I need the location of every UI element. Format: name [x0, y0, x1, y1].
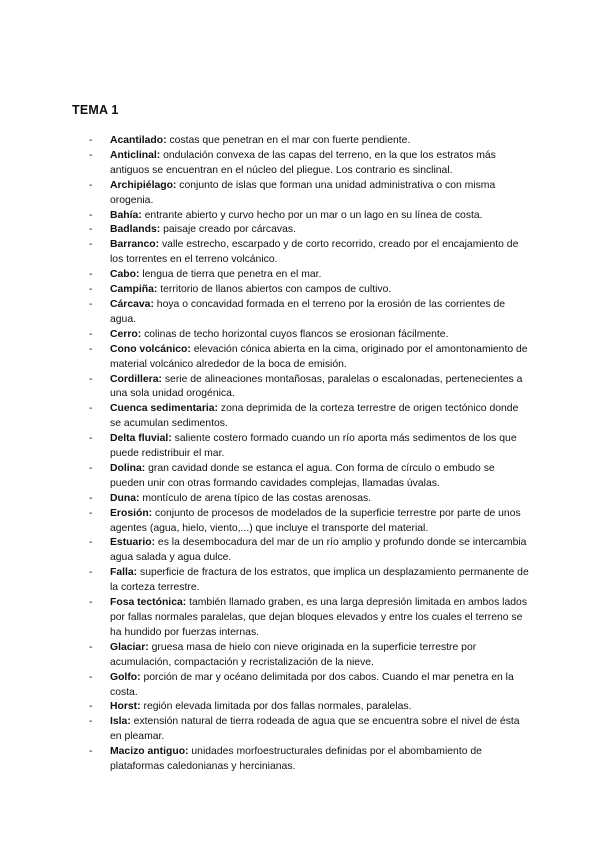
- glossary-definition: entrante abierto y curvo hecho por un mar o un lago en su línea de costa.: [141, 209, 483, 221]
- glossary-definition: es la desembocadura del mar de un río amplio y profundo donde se intercambia agua salada y agua dulce.: [110, 537, 527, 564]
- glossary-item: [89, 566, 529, 596]
- glossary-definition: región elevada limitada por dos fallas normales, paralelas.: [140, 701, 412, 713]
- bullet-dash: -: [89, 328, 93, 340]
- bullet-dash: -: [89, 298, 93, 310]
- glossary-term: Acantilado:: [110, 135, 167, 146]
- glossary-definition: paisaje creado por cárcavas.: [160, 224, 296, 236]
- glossary-definition: valle estrecho, escarpado y de corto recorrido, creado por el encajamiento de los torrentes en el terreno volcánico.: [110, 239, 519, 266]
- glossary-definition: costas que penetran en el mar con fuerte pendiente.: [166, 135, 411, 146]
- bullet-dash: -: [89, 701, 93, 713]
- glossary-definition: ondulación convexa de las capas del terreno, en la que los estratos más antiguos se encuentran en el núcleo del pliegue. Los contrario es sinclinal.: [110, 149, 496, 176]
- glossary-term: Archipiélago:: [110, 179, 177, 191]
- bullet-dash: -: [89, 507, 93, 519]
- glossary-term: Estuario:: [110, 537, 156, 549]
- glossary-definition: hoya o concavidad formada en el terreno por la erosión de las corrientes de agua.: [110, 298, 506, 325]
- glossary-definition: también llamado graben, es una larga depresión limitada en ambos lados por fallas normales paralelas, que dejan bloques elevados y entre los cuales el terreno se ha hundido por fuerzas internas.: [110, 597, 528, 638]
- glossary-term: Macizo antiguo:: [110, 746, 189, 758]
- glossary-term: Horst:: [110, 701, 141, 713]
- glossary-item: [89, 298, 529, 328]
- bullet-dash: -: [89, 239, 93, 251]
- bullet-dash: -: [89, 209, 93, 221]
- glossary-term: Falla:: [110, 567, 138, 579]
- glossary-definition: colinas de techo horizontal cuyos flancos se erosionan fácilmente.: [141, 328, 449, 340]
- glossary-term: Cono volcánico:: [110, 343, 191, 355]
- glossary-term: Cárcava:: [110, 298, 154, 310]
- glossary-definition: superficie de fractura de los estratos, que implica un desplazamiento permanente de la corteza terrestre.: [110, 567, 529, 594]
- glossary-item: [89, 671, 529, 701]
- glossary-item: [89, 209, 529, 224]
- glossary-item: [89, 700, 529, 715]
- glossary-item: [89, 268, 529, 283]
- bullet-dash: -: [89, 179, 93, 191]
- glossary-term: Golfo:: [110, 671, 141, 683]
- glossary-definition: territorio de llanos abiertos con campos de cultivo.: [157, 284, 392, 296]
- glossary-definition: unidades morfoestructurales definidas por el abombamiento de plataformas caledonianas y hercinianas.: [110, 746, 482, 773]
- glossary-term: Bahía:: [110, 209, 142, 221]
- glossary-item: [89, 343, 529, 373]
- glossary-term: Glaciar:: [110, 641, 149, 653]
- glossary-item: [89, 596, 529, 641]
- glossary-definition: elevación cónica abierta en la cima, originado por el amontonamiento de material volcánico alrededor de la boca de emisión.: [110, 343, 528, 370]
- glossary-item: [89, 402, 529, 432]
- bullet-dash: -: [89, 716, 93, 728]
- glossary-term: Dolina:: [110, 462, 146, 474]
- glossary-term: Anticlinal:: [110, 149, 161, 161]
- bullet-dash: -: [89, 433, 93, 445]
- glossary-definition: zona deprimida de la corteza terrestre de origen tectónico donde se acumulan sedimentos.: [110, 403, 519, 430]
- glossary-item: [89, 223, 529, 238]
- page-title: TEMA 1: [72, 103, 119, 117]
- glossary-definition: serie de alineaciones montañosas, paralelas o escalonadas, pertenecientes a una sola unidad orogénica.: [110, 373, 523, 400]
- glossary-item: [89, 238, 529, 268]
- glossary-term: Erosión:: [110, 507, 153, 519]
- glossary-definition: extensión natural de tierra rodeada de agua que se encuentra sobre el nivel de ésta en pleamar.: [110, 716, 520, 743]
- bullet-dash: -: [89, 462, 93, 474]
- bullet-dash: -: [89, 492, 93, 504]
- bullet-dash: -: [89, 403, 93, 415]
- bullet-dash: -: [89, 135, 93, 146]
- bullet-dash: -: [89, 224, 93, 236]
- bullet-dash: -: [89, 641, 93, 653]
- glossary-term: Isla:: [110, 716, 131, 728]
- glossary-definition: lengua de tierra que penetra en el mar.: [139, 269, 322, 281]
- glossary-definition: montículo de arena típico de las costas arenosas.: [139, 492, 372, 504]
- glossary-list: [89, 134, 529, 775]
- bullet-dash: -: [89, 537, 93, 549]
- glossary-item: [89, 462, 529, 492]
- bullet-dash: -: [89, 149, 93, 161]
- glossary-item: [89, 432, 529, 462]
- glossary-item: [89, 641, 529, 671]
- bullet-dash: -: [89, 597, 93, 609]
- glossary-item: [89, 134, 529, 149]
- glossary-term: Cerro:: [110, 328, 142, 340]
- glossary-term: Cordillera:: [110, 373, 162, 385]
- glossary-term: Campiña:: [110, 284, 158, 296]
- glossary-definition: gran cavidad donde se estanca el agua. Con forma de círculo o embudo se pueden unir con otras formando cavidades complejas, llamadas úvalas.: [110, 462, 495, 489]
- glossary-item: [89, 715, 529, 745]
- glossary-item: [89, 283, 529, 298]
- glossary-term: Delta fluvial:: [110, 433, 172, 445]
- bullet-dash: -: [89, 373, 93, 385]
- glossary-term: Barranco:: [110, 239, 160, 251]
- glossary-item: [89, 492, 529, 507]
- glossary-term: Badlands:: [110, 224, 161, 236]
- bullet-dash: -: [89, 343, 93, 355]
- glossary-item: [89, 536, 529, 566]
- bullet-dash: -: [89, 269, 93, 281]
- glossary-definition: conjunto de procesos de modelados de la superficie terrestre por parte de unos agentes (agua, hielo, viento,...) que incluye el transporte del material.: [110, 507, 521, 534]
- bullet-dash: -: [89, 284, 93, 296]
- glossary-definition: gruesa masa de hielo con nieve originada en la superficie terrestre por acumulación, compactación y recristalización de la nieve.: [110, 641, 477, 668]
- glossary-definition: saliente costero formado cuando un río aporta más sedimentos de los que puede redistribuir el mar.: [110, 433, 517, 460]
- glossary-item: [89, 149, 529, 179]
- bullet-dash: -: [89, 567, 93, 579]
- glossary-item: [89, 745, 529, 775]
- bullet-dash: -: [89, 671, 93, 683]
- glossary-term: Cabo:: [110, 269, 140, 281]
- glossary-item: [89, 507, 529, 537]
- glossary-definition: conjunto de islas que forman una unidad administrativa o con misma orogenia.: [110, 179, 496, 206]
- glossary-term: Cuenca sedimentaria:: [110, 403, 218, 415]
- bullet-dash: -: [89, 746, 93, 758]
- glossary-definition: porción de mar y océano delimitada por dos cabos. Cuando el mar penetra en la costa.: [110, 671, 514, 698]
- glossary-term: Fosa tectónica:: [110, 597, 187, 609]
- glossary-item: [89, 373, 529, 403]
- glossary-item: [89, 179, 529, 209]
- glossary-term: Duna:: [110, 492, 140, 504]
- glossary-item: [89, 328, 529, 343]
